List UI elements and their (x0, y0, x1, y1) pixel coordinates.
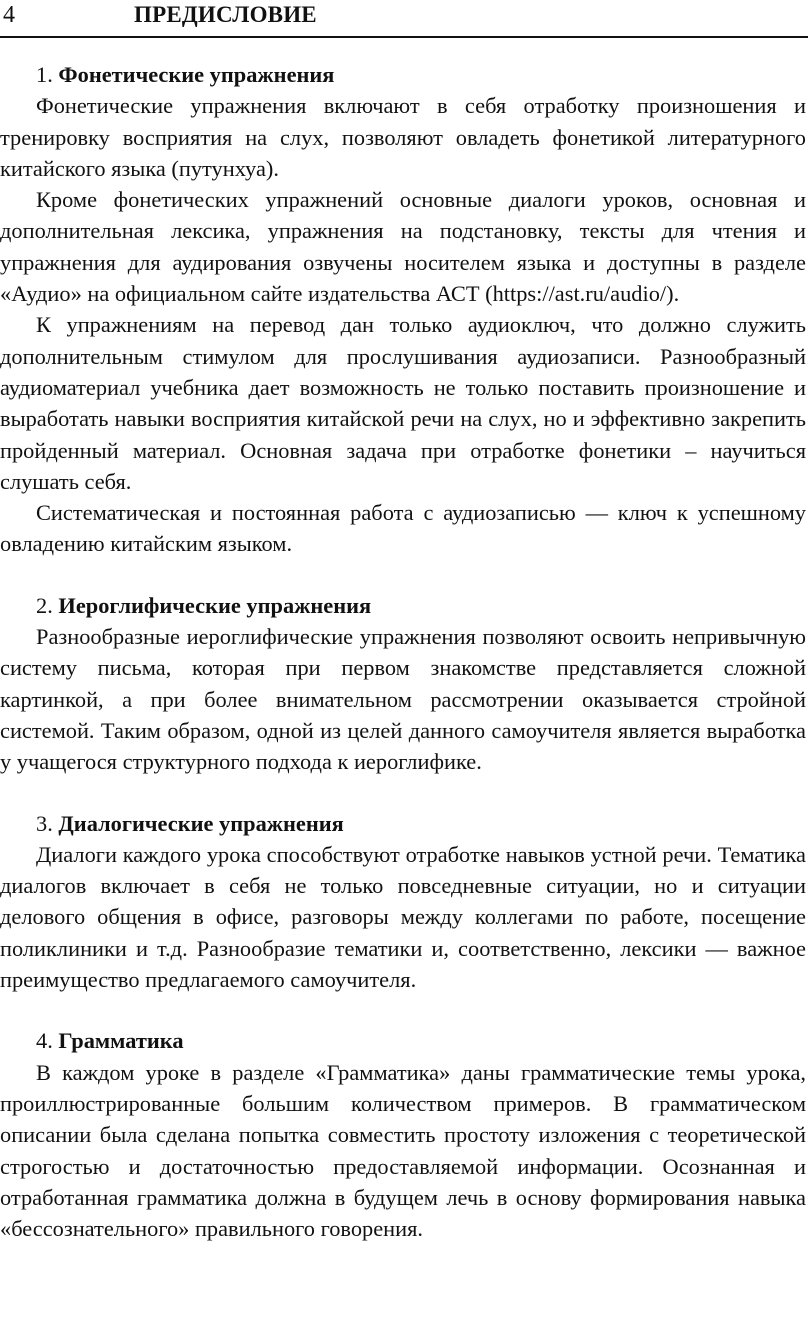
paragraph: Диалоги каждого урока способствуют отработке навыков устной речи. Тематика диалогов включает в себя не только повседневные ситуации, но и ситуации делового общения в офисе, разговоры между коллегами по работе, посещение поликлиники и т.д. Разнообразие тематики и, соответственно, лексики — важное преимущество предлагаемого самоучителя. (0, 841, 806, 993)
section-title: Фонетические упражнения (58, 62, 335, 87)
section-heading (0, 808, 806, 839)
section-grammar (0, 1025, 806, 1244)
paragraph: В каждом уроке в разделе «Грамматика» даны грамматические темы урока, проиллюстрированные большим количеством примеров. В грамматическом описании была сделана попытка совместить простоту изложения с теоретической строгостью и достаточностью предоставляемой информации. Осознанная и отработанная грамматика должна в будущем лечь в основу формирования навыка «бессознательного» правильного говорения. (0, 1059, 806, 1242)
section-number: 3. (36, 810, 53, 836)
running-head-title: ПРЕДИСЛОВИЕ (134, 2, 317, 27)
section-title: Грамматика (58, 1028, 184, 1054)
paragraph: Фонетические упражнения включают в себя отработку произношения и тренировку восприятия на слух, позволяют овладеть фонетикой литературного китайского языка (путунхуа). (0, 93, 806, 181)
section-hieroglyphic-exercises (0, 590, 806, 778)
running-head (0, 0, 808, 38)
section-title: Иероглифические упражнения (58, 592, 372, 618)
paragraph: Разнообразные иероглифические упражнения позволяют освоить непривычную систему письма, которая при первом знакомстве представляется сложной картинкой, а при более внимательном рассмотрении оказывается стройной системой. Таким образом, одной из целей данного самоучителя является выработка у учащегося структурного подхода к иероглифике. (0, 624, 806, 775)
section-heading (0, 59, 806, 90)
page-number: 4 (3, 2, 15, 28)
section-number: 4. (36, 1028, 53, 1054)
page-body (0, 59, 806, 1244)
section-title: Диалогические упражнения (58, 810, 344, 836)
paragraph: К упражнениям на перевод дан только аудиоключ, что должно служить дополнительным стимулом для прослушивания аудиозаписи. Разнообразный аудиоматериал учебника дает возможность не только поставить произношение и выработать навыки восприятия китайской речи на слух, но и эффективно закрепить пройденный материал. Основная задача при отработке фонетики – научиться слушать себя. (0, 312, 806, 494)
section-heading (0, 590, 806, 621)
section-dialogue-exercises (0, 808, 806, 996)
section-phonetic-exercises (0, 59, 806, 560)
paragraph: Кроме фонетических упражнений основные диалоги уроков, основная и дополнительная лексика, упражнения на подстановку, тексты для чтения и упражнения для аудирования озвучены носителем языка и доступны в разделе «Аудио» на официальном сайте издательства АСТ (https://ast.ru/​audio/). (0, 187, 806, 307)
section-heading (0, 1025, 806, 1056)
section-number: 2. (36, 592, 53, 618)
paragraph: Систематическая и постоянная работа с аудиозаписью — ключ к успешному овладению китайским языком. (0, 500, 806, 557)
section-number: 1. (36, 62, 53, 87)
